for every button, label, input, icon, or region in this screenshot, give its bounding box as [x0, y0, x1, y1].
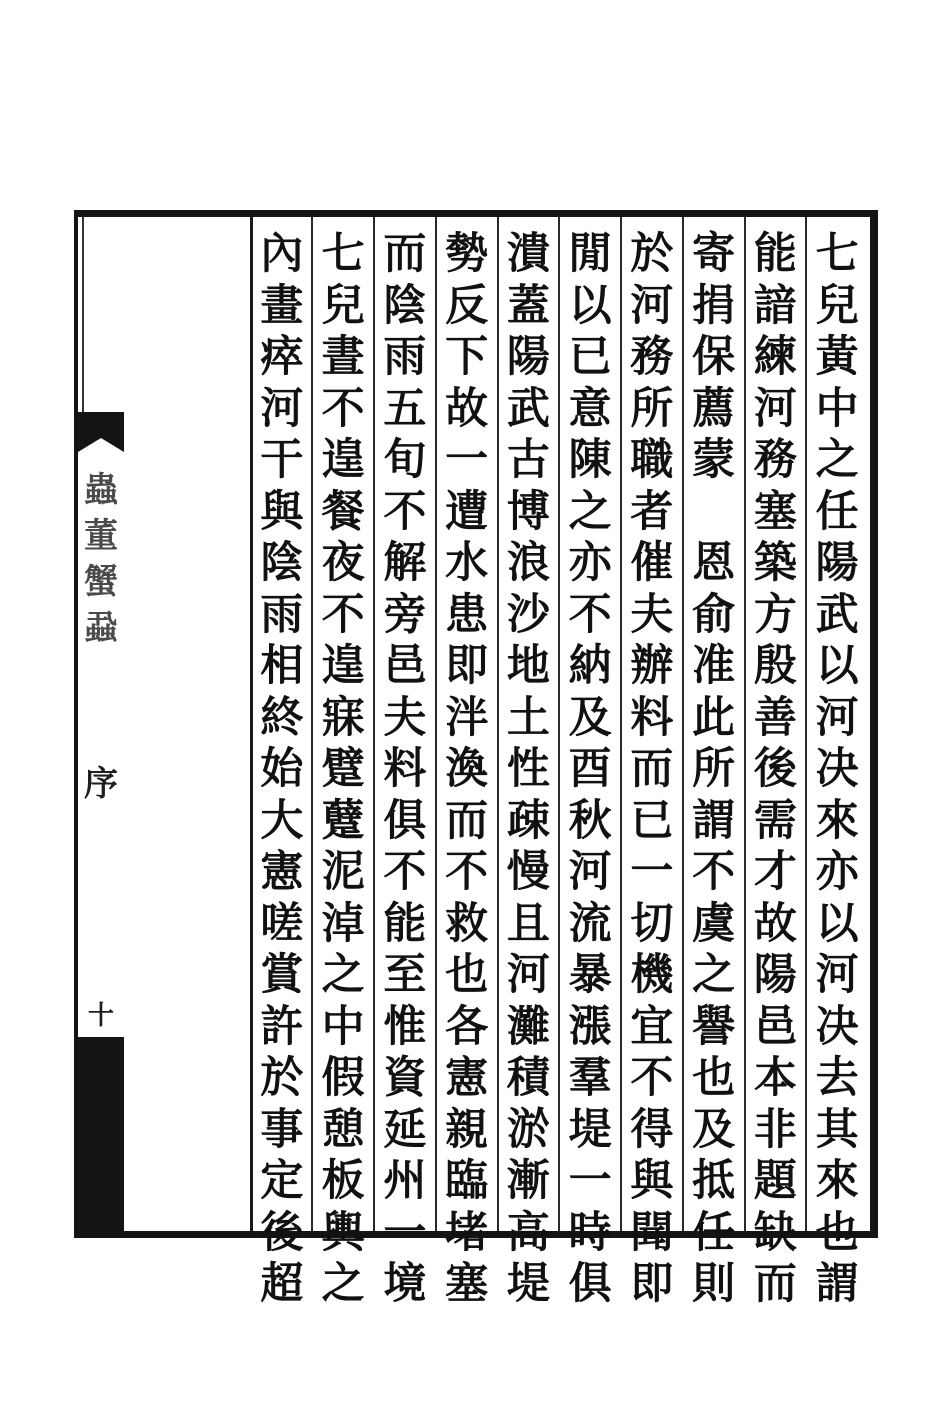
character: 虞 — [692, 898, 736, 949]
character: 武 — [506, 383, 550, 434]
character: 殷 — [753, 641, 797, 691]
character: 邑 — [753, 1001, 797, 1052]
character: 躄 — [321, 744, 365, 794]
character: 務 — [630, 332, 674, 382]
character: 切 — [630, 898, 674, 949]
character: 諳 — [753, 280, 797, 331]
character: 不 — [321, 383, 365, 434]
center-title-char: 蟹 — [84, 562, 118, 602]
character: 河 — [506, 950, 550, 1000]
character: 謂 — [815, 1259, 859, 1309]
center-section-char: 序 — [84, 764, 118, 804]
character: 來 — [815, 1156, 859, 1206]
character: 遭 — [445, 486, 489, 537]
character: 陽 — [506, 332, 550, 382]
center-title-char: 蝨 — [84, 608, 118, 648]
character: 瘁 — [260, 332, 304, 382]
character: 積 — [506, 1053, 550, 1103]
character: 已 — [568, 332, 612, 382]
character: 潰 — [506, 229, 550, 279]
character: 晝 — [321, 332, 365, 382]
character: 也 — [692, 1053, 736, 1103]
character: 能 — [753, 229, 797, 279]
text-columns — [126, 217, 867, 1309]
character: 河 — [260, 383, 304, 434]
text-column — [497, 217, 559, 1309]
center-title-char: 蟲 — [84, 470, 118, 510]
character: 夜 — [321, 538, 365, 588]
character: 暴 — [568, 950, 612, 1000]
character: 泮 — [445, 692, 489, 743]
character: 下 — [445, 332, 489, 382]
character: 後 — [260, 1207, 304, 1258]
character: 亦 — [568, 538, 612, 588]
character: 其 — [815, 1104, 859, 1155]
character: 也 — [815, 1207, 859, 1258]
character: 保 — [692, 332, 736, 382]
character: 患 — [445, 589, 489, 640]
character: 河 — [815, 692, 859, 743]
character: 缺 — [753, 1207, 797, 1258]
character: 宜 — [630, 1001, 674, 1052]
character: 邑 — [383, 641, 427, 691]
character: 善 — [753, 692, 797, 743]
character: 不 — [321, 589, 365, 640]
character: 中 — [815, 383, 859, 434]
character: 以 — [568, 280, 612, 331]
character: 陰 — [260, 538, 304, 588]
character: 准 — [692, 641, 736, 691]
character: 終 — [260, 692, 304, 743]
character: 去 — [815, 1053, 859, 1103]
character: 而 — [630, 744, 674, 794]
text-column — [744, 217, 806, 1309]
character: 高 — [506, 1207, 550, 1258]
character: 惟 — [383, 1001, 427, 1052]
character: 時 — [568, 1207, 612, 1258]
character: 捐 — [692, 280, 736, 331]
character: 事 — [260, 1104, 304, 1155]
character: 則 — [692, 1259, 736, 1309]
character: 故 — [445, 383, 489, 434]
character: 不 — [630, 1053, 674, 1103]
character: 堤 — [506, 1259, 550, 1309]
character: 一 — [568, 1156, 612, 1206]
character: 土 — [506, 692, 550, 743]
character: 河 — [568, 847, 612, 897]
character: 料 — [630, 692, 674, 743]
character: 築 — [753, 538, 797, 588]
character: 各 — [445, 1001, 489, 1052]
character: 浪 — [506, 538, 550, 588]
character — [684, 487, 744, 539]
character: 所 — [692, 744, 736, 794]
block-center-strip — [78, 217, 124, 1231]
character: 遑 — [321, 641, 365, 691]
character: 於 — [630, 229, 674, 279]
character: 輿 — [321, 1207, 365, 1258]
character: 陳 — [568, 435, 612, 485]
character: 性 — [506, 744, 550, 794]
character: 流 — [568, 898, 612, 949]
character: 陽 — [815, 538, 859, 588]
character: 與 — [630, 1156, 674, 1206]
character: 賞 — [260, 950, 304, 1000]
character: 地 — [506, 641, 550, 691]
character: 古 — [506, 435, 550, 485]
character: 任 — [692, 1207, 736, 1258]
character: 得 — [630, 1104, 674, 1155]
character: 亦 — [815, 847, 859, 897]
character: 反 — [445, 280, 489, 331]
character: 决 — [815, 1001, 859, 1052]
character: 納 — [568, 641, 612, 691]
character: 武 — [815, 589, 859, 640]
character: 州 — [383, 1156, 427, 1206]
center-section-label — [78, 762, 124, 806]
character: 定 — [260, 1156, 304, 1206]
character: 不 — [445, 847, 489, 897]
character: 而 — [383, 229, 427, 279]
character: 者 — [630, 486, 674, 537]
character: 蒙 — [692, 435, 736, 485]
character: 决 — [815, 744, 859, 794]
character: 假 — [321, 1053, 365, 1103]
character: 河 — [630, 280, 674, 331]
character: 不 — [568, 589, 612, 640]
character: 陰 — [383, 280, 427, 331]
character: 相 — [260, 641, 304, 691]
character: 於 — [260, 1053, 304, 1103]
character: 漲 — [568, 1001, 612, 1052]
character: 及 — [692, 1104, 736, 1155]
character: 之 — [815, 435, 859, 485]
strip-rule — [82, 217, 84, 412]
character: 俱 — [568, 1259, 612, 1309]
character: 憲 — [445, 1053, 489, 1103]
character: 旬 — [383, 435, 427, 485]
character: 躠 — [321, 795, 365, 846]
character: 一 — [383, 1207, 427, 1258]
character: 而 — [445, 795, 489, 846]
character: 閒 — [568, 229, 612, 279]
character: 薦 — [692, 383, 736, 434]
character: 水 — [445, 538, 489, 588]
character: 餐 — [321, 486, 365, 537]
character: 至 — [383, 950, 427, 1000]
character: 堵 — [445, 1207, 489, 1258]
character: 堤 — [568, 1104, 612, 1155]
character: 方 — [753, 589, 797, 640]
character: 不 — [692, 847, 736, 897]
character: 且 — [506, 898, 550, 949]
character: 七 — [321, 229, 365, 279]
text-column — [682, 217, 744, 1309]
character: 嗟 — [260, 898, 304, 949]
character: 催 — [630, 538, 674, 588]
character: 河 — [815, 950, 859, 1000]
character: 解 — [383, 538, 427, 588]
character: 資 — [383, 1053, 427, 1103]
text-column — [373, 217, 435, 1309]
character: 一 — [445, 435, 489, 485]
top-fish-tail-notch — [78, 438, 124, 452]
character: 大 — [260, 795, 304, 846]
character: 一 — [630, 847, 674, 897]
character: 救 — [445, 898, 489, 949]
character: 以 — [815, 898, 859, 949]
text-column — [311, 217, 373, 1309]
character: 秋 — [568, 795, 612, 846]
character: 旁 — [383, 589, 427, 640]
center-book-title — [78, 467, 124, 651]
character: 俞 — [692, 589, 736, 640]
character: 題 — [753, 1156, 797, 1206]
character: 需 — [753, 795, 797, 846]
character: 之 — [692, 950, 736, 1000]
character: 能 — [383, 898, 427, 949]
character: 漸 — [506, 1156, 550, 1206]
character: 恩 — [692, 538, 736, 588]
character: 超 — [260, 1259, 304, 1309]
character: 境 — [383, 1259, 427, 1309]
character: 沙 — [506, 589, 550, 640]
character: 塞 — [753, 486, 797, 537]
character: 始 — [260, 744, 304, 794]
character: 塞 — [445, 1259, 489, 1309]
character: 板 — [321, 1156, 365, 1206]
character: 務 — [753, 435, 797, 485]
text-column — [620, 217, 682, 1309]
character: 也 — [445, 950, 489, 1000]
character: 渙 — [445, 744, 489, 794]
character: 聞 — [630, 1207, 674, 1258]
character: 來 — [815, 795, 859, 846]
character: 此 — [692, 692, 736, 743]
character: 五 — [383, 383, 427, 434]
character: 淤 — [506, 1104, 550, 1155]
character: 譽 — [692, 1001, 736, 1052]
character: 才 — [753, 847, 797, 897]
character: 陽 — [753, 950, 797, 1000]
character: 憩 — [321, 1104, 365, 1155]
character: 泥 — [321, 847, 365, 897]
character: 故 — [753, 898, 797, 949]
character: 內 — [260, 229, 304, 279]
character: 所 — [630, 383, 674, 434]
character: 兒 — [321, 280, 365, 331]
character: 職 — [630, 435, 674, 485]
top-fish-tail-mark — [78, 412, 124, 438]
character: 蓋 — [506, 280, 550, 331]
character: 及 — [568, 692, 612, 743]
character: 與 — [260, 486, 304, 537]
bottom-fish-tail-mark — [78, 1037, 124, 1231]
character: 非 — [753, 1104, 797, 1155]
character: 臨 — [445, 1156, 489, 1206]
character: 之 — [321, 950, 365, 1000]
character: 後 — [753, 744, 797, 794]
character: 延 — [383, 1104, 427, 1155]
character: 憲 — [260, 847, 304, 897]
page-number: 十 — [87, 1001, 114, 1031]
character: 雨 — [260, 589, 304, 640]
character: 而 — [753, 1259, 797, 1309]
character: 本 — [753, 1053, 797, 1103]
character: 兒 — [815, 280, 859, 331]
text-column — [558, 217, 620, 1309]
character: 雨 — [383, 332, 427, 382]
character: 夫 — [383, 692, 427, 743]
text-column — [435, 217, 497, 1309]
character: 意 — [568, 383, 612, 434]
character: 灘 — [506, 1001, 550, 1052]
character: 之 — [321, 1259, 365, 1309]
character: 河 — [753, 383, 797, 434]
text-column — [805, 217, 867, 1309]
character: 疎 — [506, 795, 550, 846]
character: 不 — [383, 486, 427, 537]
character: 抵 — [692, 1156, 736, 1206]
character: 辦 — [630, 641, 674, 691]
character: 之 — [568, 486, 612, 537]
character: 黃 — [815, 332, 859, 382]
character: 夫 — [630, 589, 674, 640]
character: 以 — [815, 641, 859, 691]
character: 淖 — [321, 898, 365, 949]
character: 酉 — [568, 744, 612, 794]
character: 遑 — [321, 435, 365, 485]
text-column — [250, 217, 312, 1309]
character: 勢 — [445, 229, 489, 279]
character: 畫 — [260, 280, 304, 331]
character: 任 — [815, 486, 859, 537]
character: 寐 — [321, 692, 365, 743]
character: 七 — [815, 229, 859, 279]
character: 謂 — [692, 795, 736, 846]
character: 即 — [445, 641, 489, 691]
character: 博 — [506, 486, 550, 537]
character: 羣 — [568, 1053, 612, 1103]
character: 機 — [630, 950, 674, 1000]
character: 已 — [630, 795, 674, 846]
character: 不 — [383, 847, 427, 897]
character: 即 — [630, 1259, 674, 1309]
character: 許 — [260, 1001, 304, 1052]
character: 干 — [260, 435, 304, 485]
character: 寄 — [692, 229, 736, 279]
character: 練 — [753, 332, 797, 382]
character: 中 — [321, 1001, 365, 1052]
character: 料 — [383, 744, 427, 794]
character: 俱 — [383, 795, 427, 846]
character: 慢 — [506, 847, 550, 897]
character: 親 — [445, 1104, 489, 1155]
center-title-char: 董 — [84, 516, 118, 556]
